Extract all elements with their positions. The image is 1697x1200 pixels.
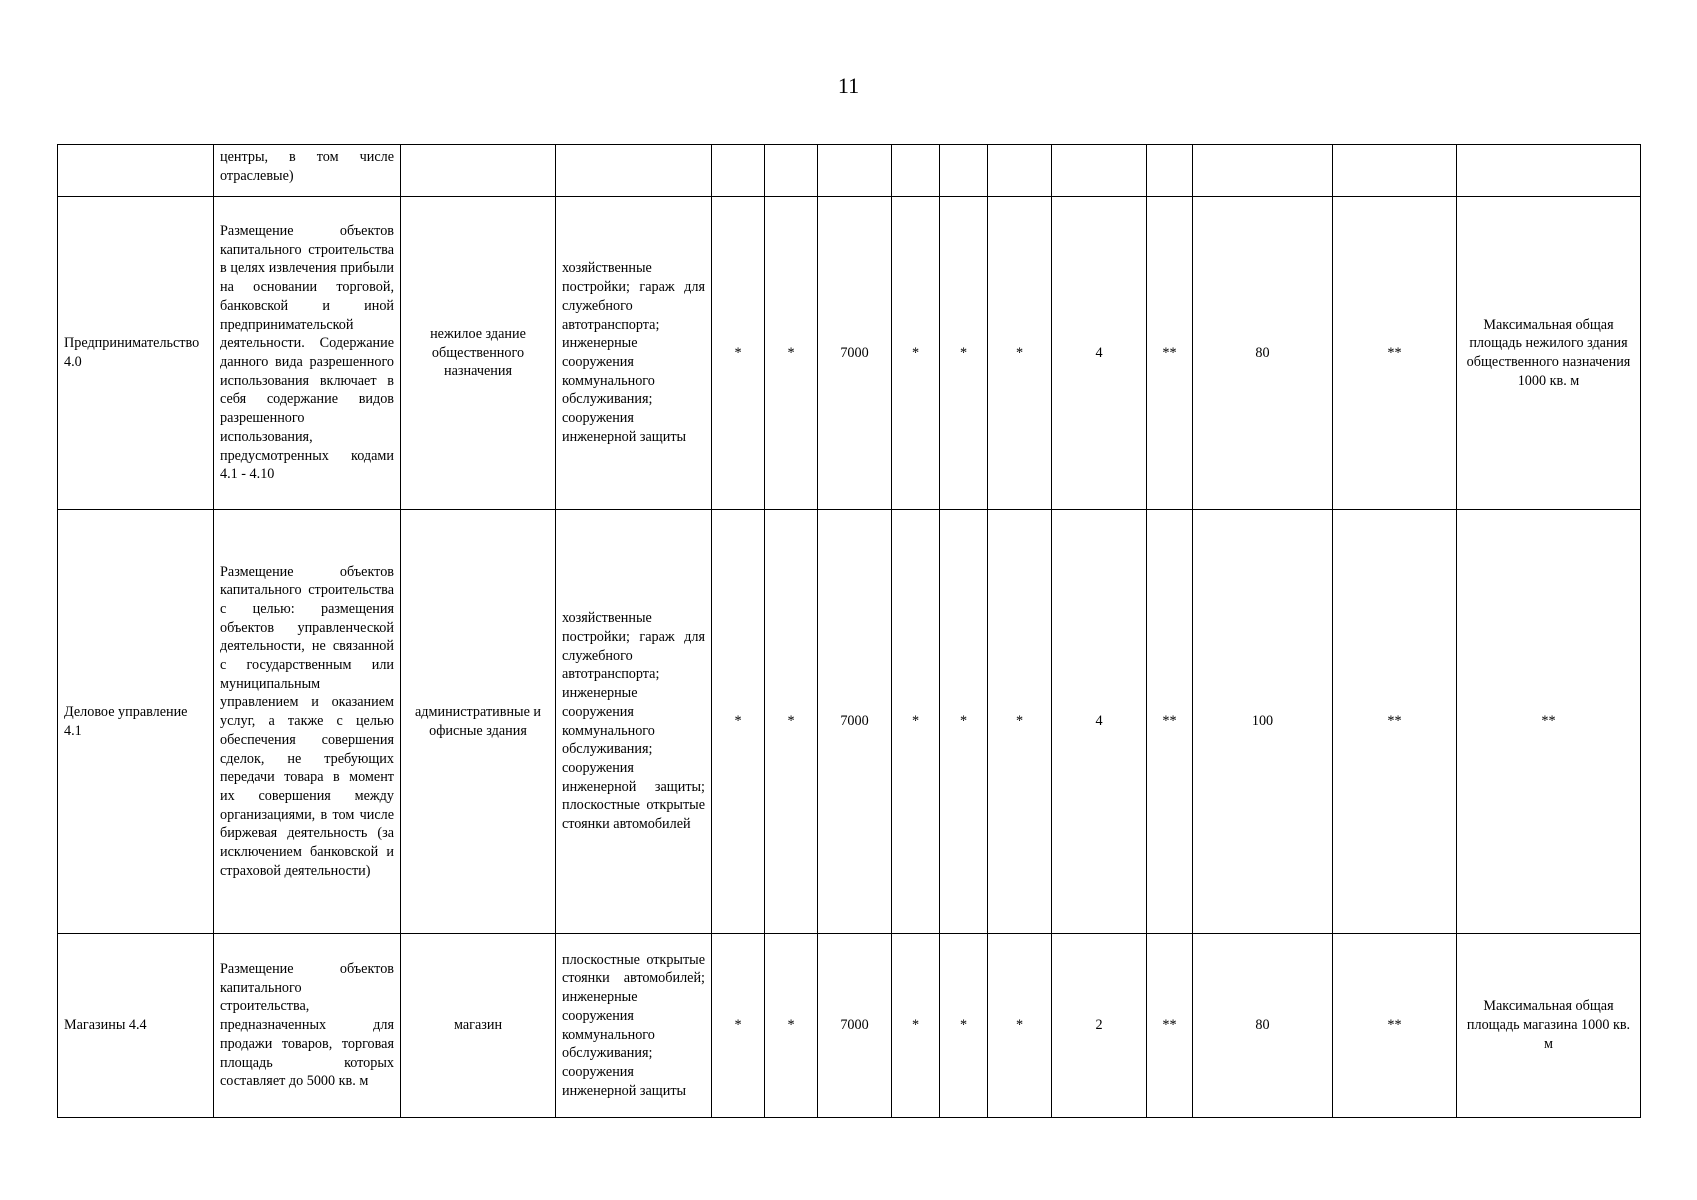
param-cell: * xyxy=(988,197,1052,510)
param-cell: * xyxy=(712,197,765,510)
param-cell: 7000 xyxy=(818,510,892,934)
param-cell: 4 xyxy=(1052,510,1147,934)
param-cell xyxy=(1147,145,1193,197)
param-cell: ** xyxy=(1147,510,1193,934)
table-row xyxy=(58,197,1641,510)
param-cell: * xyxy=(940,934,988,1118)
param-cell: ** xyxy=(1333,510,1457,934)
use-description-cell: Размещение объектов капитального строительства с целью: размещения объектов управленческой деятельности, не связанной с государственным или муниципальным управлением и оказанием услуг, а также с целью обеспечения совершения сделок, не требующих передачи товара в момент их совершения между организациями, в том числе биржевая деятельность (за исключением банковской и страховой деятельности) xyxy=(214,510,401,934)
param-cell xyxy=(1193,145,1333,197)
param-cell: 80 xyxy=(1193,934,1333,1118)
param-cell: * xyxy=(765,197,818,510)
use-name-cell: Магазины 4.4 xyxy=(58,934,214,1118)
auxiliary-objects-cell: плоскостные открытые стоянки автомобилей; инженерные сооружения коммунального обслуживания; сооружения инженерной защиты xyxy=(556,934,712,1118)
note-cell: ** xyxy=(1457,510,1641,934)
param-cell: * xyxy=(712,510,765,934)
param-cell: 7000 xyxy=(818,934,892,1118)
param-cell: 7000 xyxy=(818,197,892,510)
param-cell: * xyxy=(892,510,940,934)
use-description-cell: центры, в том числе отраслевые) xyxy=(214,145,401,197)
use-name-cell: Предпринимательство 4.0 xyxy=(58,197,214,510)
param-cell: 4 xyxy=(1052,197,1147,510)
param-cell xyxy=(818,145,892,197)
building-type-cell: магазин xyxy=(401,934,556,1118)
param-cell: * xyxy=(988,510,1052,934)
param-cell: * xyxy=(765,510,818,934)
table-row xyxy=(58,934,1641,1118)
note-cell: Максимальная общая площадь магазина 1000 кв. м xyxy=(1457,934,1641,1118)
table-row xyxy=(58,145,1641,197)
land-use-regulations-table xyxy=(57,144,1641,1118)
param-cell: 2 xyxy=(1052,934,1147,1118)
param-cell xyxy=(1052,145,1147,197)
table-row xyxy=(58,510,1641,934)
param-cell: * xyxy=(892,934,940,1118)
auxiliary-objects-cell xyxy=(556,145,712,197)
building-type-cell: нежилое здание общественного назначения xyxy=(401,197,556,510)
auxiliary-objects-cell: хозяйственные постройки; гараж для служебного автотранспорта; инженерные сооружения коммунального обслуживания; сооружения инженерной защиты; плоскостные открытые стоянки автомобилей xyxy=(556,510,712,934)
param-cell: ** xyxy=(1333,197,1457,510)
use-description-cell: Размещение объектов капитального строительства в целях извлечения прибыли на основании торговой, банковской и иной предпринимательской деятельности. Содержание данного вида разрешенного использования включает в себя содержание видов разрешенного использования, предусмотренных кодами 4.1 - 4.10 xyxy=(214,197,401,510)
param-cell: * xyxy=(940,510,988,934)
param-cell: ** xyxy=(1147,197,1193,510)
param-cell xyxy=(765,145,818,197)
page-number: 11 xyxy=(837,73,860,98)
param-cell: * xyxy=(940,197,988,510)
building-type-cell: административные и офисные здания xyxy=(401,510,556,934)
param-cell xyxy=(892,145,940,197)
param-cell: ** xyxy=(1333,934,1457,1118)
note-cell: Максимальная общая площадь нежилого здания общественного назначения 1000 кв. м xyxy=(1457,197,1641,510)
note-cell xyxy=(1457,145,1641,197)
use-name-cell xyxy=(58,145,214,197)
param-cell xyxy=(712,145,765,197)
param-cell: * xyxy=(765,934,818,1118)
use-name-cell: Деловое управление 4.1 xyxy=(58,510,214,934)
building-type-cell xyxy=(401,145,556,197)
param-cell: 80 xyxy=(1193,197,1333,510)
auxiliary-objects-cell: хозяйственные постройки; гараж для служебного автотранспорта; инженерные сооружения коммунального обслуживания; сооружения инженерной защиты xyxy=(556,197,712,510)
param-cell xyxy=(940,145,988,197)
use-description-cell: Размещение объектов капитального строительства, предназначенных для продажи товаров, торговая площадь которых составляет до 5000 кв. м xyxy=(214,934,401,1118)
param-cell: 100 xyxy=(1193,510,1333,934)
param-cell xyxy=(988,145,1052,197)
param-cell: ** xyxy=(1147,934,1193,1118)
param-cell: * xyxy=(988,934,1052,1118)
param-cell: * xyxy=(712,934,765,1118)
param-cell xyxy=(1333,145,1457,197)
param-cell: * xyxy=(892,197,940,510)
